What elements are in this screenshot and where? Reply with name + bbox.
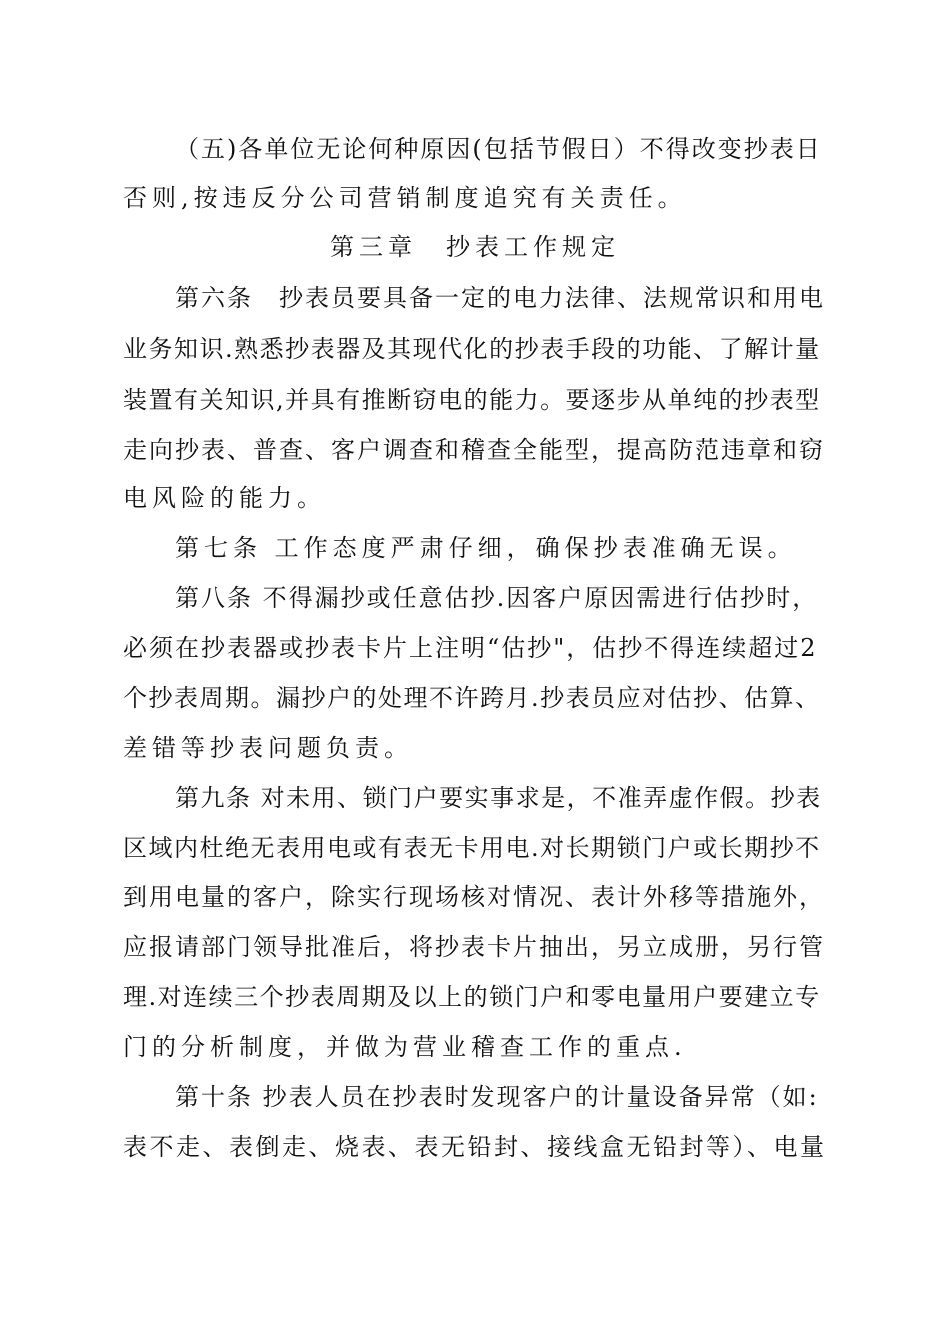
chapter-heading: 第三章 抄表工作规定: [330, 233, 620, 261]
paragraph-line: 应报请部门领导批准后，将抄表卡片抽出，另立成册，另行管: [123, 933, 825, 961]
paragraph-line: 第六条 抄表员要具备一定的电力法律、法规常识和用电: [175, 284, 825, 312]
paragraph-line: 第七条 工作态度严肃仔细，确保抄表准确无误。: [175, 534, 797, 562]
paragraph-line: 必须在抄表器或抄表卡片上注明“估抄"，估抄不得连续超过2: [123, 634, 818, 662]
paragraph-line: 电风险的能力。: [123, 484, 326, 512]
paragraph-line: 业务知识.熟悉抄表器及其现代化的抄表手段的功能、了解计量: [123, 335, 821, 363]
paragraph-line: 理.对连续三个抄表周期及以上的锁门户和零电量用户要建立专: [123, 983, 821, 1011]
paragraph-line: 第九条 对未用、锁门户要实事求是，不准弄虚作假。抄表: [175, 784, 822, 812]
paragraph-line: 装置有关知识,并具有推断窃电的能力。要逐步从单纯的抄表型: [123, 386, 821, 414]
paragraph-line: 区域内杜绝无表用电或有表无卡用电.对长期锁门户或长期抄不: [123, 834, 821, 862]
paragraph-line: 个抄表周期。漏抄户的处理不许跨月.抄表员应对估抄、估算、: [123, 684, 821, 712]
paragraph-line: 第八条 不得漏抄或任意估抄.因客户原因需进行估抄时，: [175, 584, 819, 612]
paragraph-line: 走向抄表、普查、客户调查和稽查全能型，提高防范违章和窃: [123, 436, 825, 464]
paragraph-line: （五)各单位无论何种原因(包括节假日）不得改变抄表日: [175, 135, 822, 163]
paragraph-line: 否则,按违反分公司营销制度追究有关责任。: [123, 184, 687, 212]
paragraph-line: 表不走、表倒走、烧表、表无铅封、接线盒无铅封等）、电量: [123, 1133, 827, 1161]
paragraph-line: 门的分析制度，并做为营业稽查工作的重点.: [123, 1033, 687, 1061]
paragraph-line: 到用电量的客户，除实行现场核对情况、表计外移等措施外，: [123, 883, 825, 911]
paragraph-line: 差错等抄表问题负责。: [123, 734, 413, 762]
paragraph-line: 第十条 抄表人员在抄表时发现客户的计量设备异常（如:: [175, 1083, 819, 1111]
